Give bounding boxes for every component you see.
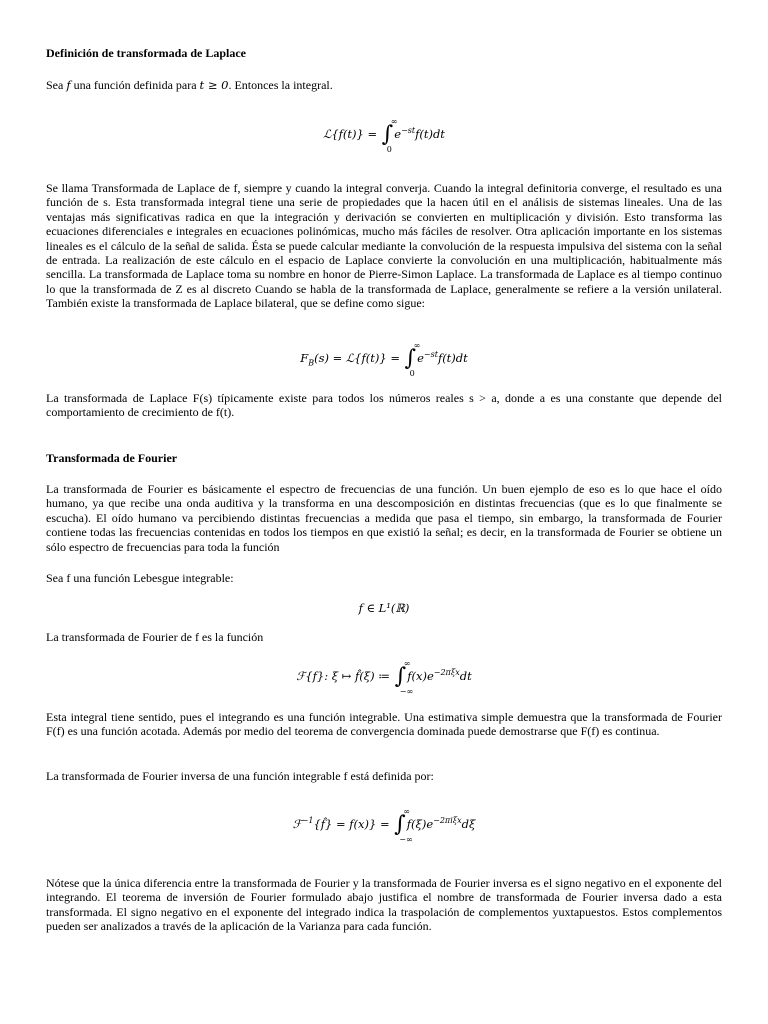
integral-sign: ∫ ∞ 0 xyxy=(381,117,398,154)
fourier-paragraph-5: La transformada de Fourier inversa de una función integrable f está definida por: xyxy=(46,769,434,783)
fourier-paragraph-6: Nótese que la única diferencia entre la transformada de Fourier y la transformada de Fourier inversa es el signo negativo en el exponente del integrando. El teorema de inversión de Fourier formulado abajo justifica el nombre de transformada de Fourier inversa dado a esta transformada. El signo negativo en el exponente del integrado indica la traspolación de complementos yuxtapuestos. Estos complementos pueden ser analizados a través de la aplicación de la Varianza para cada función. xyxy=(46,876,722,934)
laplace-heading: Definición de transformada de Laplace xyxy=(46,46,246,60)
eq1-lhs: ℒ{f(t)} = xyxy=(323,127,381,141)
fourier-paragraph-4: Esta integral tiene sentido, pues el integrando es una función integrable. Una estimativa simple demuestra que la transformada de Fourier F(f) es una función acotada. Además por medio del teorema de convergencia dominada puede demostrarse que F(f) es continua. xyxy=(46,710,722,739)
fourier-equation-4 xyxy=(46,659,722,696)
intro-cond: t ≥ 0 xyxy=(199,78,229,92)
eq1-exp-base: e xyxy=(394,127,402,141)
intro-f: f xyxy=(66,78,71,92)
intro-pre: Sea xyxy=(46,78,67,92)
integral-sign: ∫ ∞ −∞ xyxy=(394,659,414,696)
eq4-exp-pow: −2πξx xyxy=(433,668,460,678)
eq5-lhs-sup: −1 xyxy=(301,816,314,826)
eq2-upper: ∞ xyxy=(413,341,421,350)
eq5-tail: dξ xyxy=(461,817,476,831)
intro-mid: una función definida para xyxy=(70,78,200,92)
fourier-equation-3: f ∈ L¹(ℝ) xyxy=(358,601,410,615)
eq1-lower: 0 xyxy=(386,145,392,154)
eq4-tail: dt xyxy=(459,669,472,683)
eq2-exp-pow: −st xyxy=(423,350,438,360)
eq1-upper: ∞ xyxy=(390,117,398,126)
laplace-equation-2 xyxy=(46,341,722,378)
eq2-rhs: f(t)dt xyxy=(437,351,468,365)
eq2-lhs-rest: (s) = ℒ{f(t)} = xyxy=(314,351,404,365)
eq5-upper: ∞ xyxy=(403,807,410,816)
eq5-exp-pow: −2πiξx xyxy=(433,816,462,826)
eq1-exp-pow: −st xyxy=(401,126,416,136)
laplace-equation-1 xyxy=(46,117,722,154)
eq4-lhs: ℱ{f}: ξ ↦ f̂(ξ) ≔ xyxy=(296,669,394,683)
eq2-exp-base: e xyxy=(417,351,424,365)
eq4-upper: ∞ xyxy=(403,659,411,668)
eq4-rhs: f(x) xyxy=(407,669,427,683)
eq1-rhs: f(t)dt xyxy=(415,127,445,141)
eq4-lower: −∞ xyxy=(399,687,414,696)
eq5-exp-base: e xyxy=(426,817,434,831)
eq5-lhs-rest: {f̂} = f(x)} = xyxy=(313,817,394,831)
integral-sign: ∫ ∞ 0 xyxy=(404,341,421,378)
laplace-paragraph-2: La transformada de Laplace F(s) típicamente existe para todos los números reales s > a, donde a es una constante que depende del comportamiento de crecimiento de f(t). xyxy=(46,391,722,420)
eq5-rhs: f(ξ) xyxy=(406,817,427,831)
fourier-paragraph-2: Sea f una función Lebesgue integrable: xyxy=(46,571,234,585)
fourier-equation-5 xyxy=(46,807,722,844)
intro-post: . Entonces la integral. xyxy=(228,78,333,92)
eq5-lhs: ℱ xyxy=(292,817,302,831)
eq2-lhs-sub: B xyxy=(308,358,315,368)
eq5-lower: −∞ xyxy=(399,835,413,844)
eq4-exp-base: e xyxy=(426,669,434,683)
laplace-paragraph-1: Se llama Transformada de Laplace de f, siempre y cuando la integral converja. Cuando la integral definitoria converge, el resultado es una función de s. Esta transformada integral tiene una serie de propiedades que la hacen útil en el análisis de sistemas lineales. Una de las ventajas más significativas radica en que la integración y derivación se convierten en multiplicación y división. Esto transforma las ecuaciones diferenciales e integrales en ecuaciones polinómicas, mucho más fáciles de resolver. Otra aplicación importante en los sistemas lineales es el cálculo de la señal de salida. Ésta se puede calcular mediante la convolución de la respuesta impulsiva del sistema con la señal de entrada. La realización de este cálculo en el espacio de Laplace convierte la convolución en una multiplicación, habitualmente más sencilla. La transformada de Laplace toma su nombre en honor de Pierre-Simon Laplace. La transformada de Laplace es al tiempo continuo lo que la transformada de Z es al discreto Cuando se habla de la transformada de Laplace, generalmente se refiere a la versión unilateral. También existe la transformada de Laplace bilateral, que se define como sigue: xyxy=(46,181,722,311)
fourier-paragraph-3: La transformada de Fourier de f es la función xyxy=(46,630,264,644)
eq2-lower: 0 xyxy=(409,369,415,378)
eq2-lhs: F xyxy=(300,351,309,365)
fourier-heading: Transformada de Fourier xyxy=(46,451,178,465)
integral-sign: ∫ ∞ −∞ xyxy=(394,807,413,844)
laplace-intro xyxy=(46,78,722,92)
fourier-paragraph-1: La transformada de Fourier es básicamente el espectro de frecuencias de una función. Un buen ejemplo de eso es lo que hace el oído humano, ya que recibe una onda auditiva y la transforma en una descomposición en distintas frecuencias (que es lo que finalmente se escucha). El oído humano va percibiendo distintas frecuencias a medida que pasa el tiempo, sin embargo, la transformada de Fourier contiene todas las frecuencias contenidas en todos los tiempos en que existió la señal; es decir, en la transformada de Fourier se obtiene un sólo espectro de frecuencias para toda la función xyxy=(46,482,722,554)
